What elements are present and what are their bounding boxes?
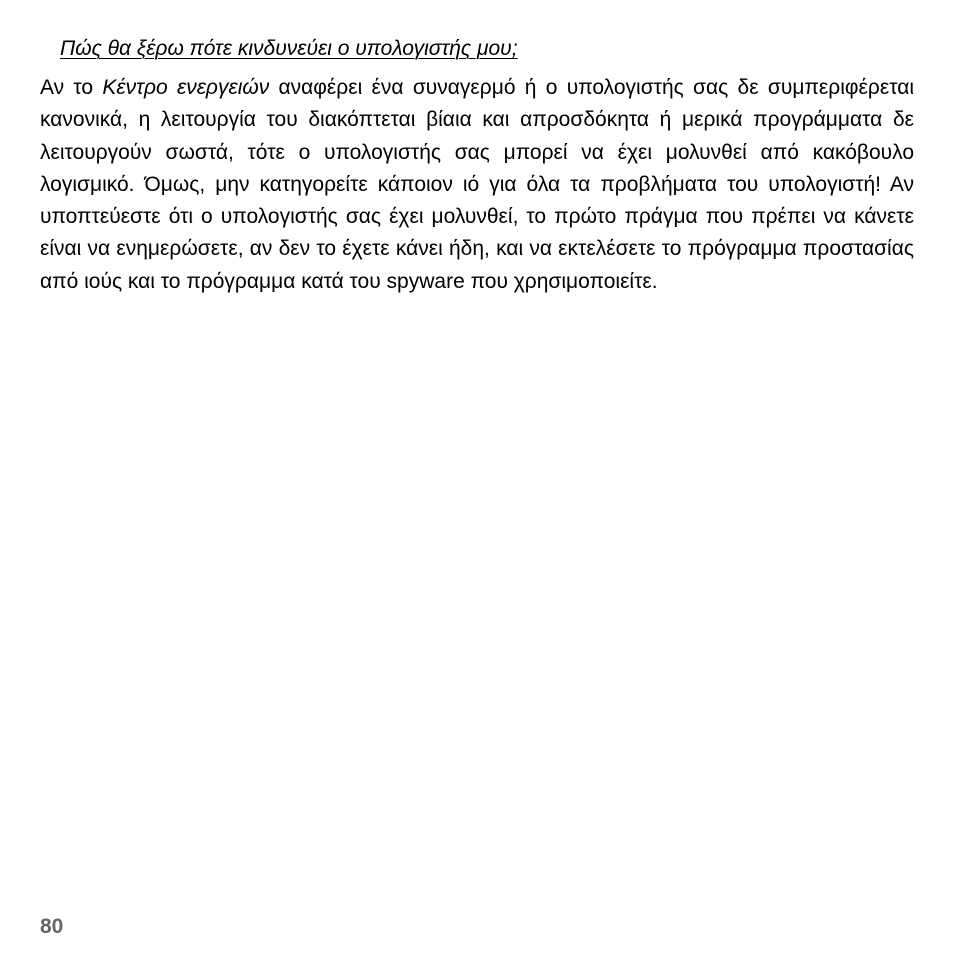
paragraph-text-start: Αν το <box>40 76 103 99</box>
paragraph-text-rest: αναφέρει ένα συναγερμό ή ο υπολογιστής σας δε συμπεριφέρεται κανονικά, η λειτουργία του διακόπτεται βίαια και απροσδόκητα ή μερικά προγράμματα δε λειτουργούν σωστά, τότε ο υπολογιστής σας μπορεί να έχει μολυνθεί από κακόβουλο λογισμικό. Όμως, μην κατηγορείτε κάποιον ιό για όλα τα προβλήματα του υπολογιστή! Αν υποπτεύεστε ότι ο υπολογιστής σας έχει μολυνθεί, το πρώτο πράγμα που πρέπει να κάνετε είναι να ενημερώσετε, αν δεν το έχετε κάνει ήδη, και να εκτελέσετε το πρόγραμμα προστασίας από ιούς και το πρόγραμμα κατά του spyware που χρησιμοποιείτε. <box>40 76 914 293</box>
body-paragraph <box>40 72 914 298</box>
page-number: 80 <box>40 915 64 938</box>
paragraph-emphasis-action-center: Κέντρο ενεργειών <box>102 76 270 99</box>
section-heading: Πώς θα ξέρω πότε κινδυνεύει ο υπολογιστής μου; <box>60 37 518 60</box>
